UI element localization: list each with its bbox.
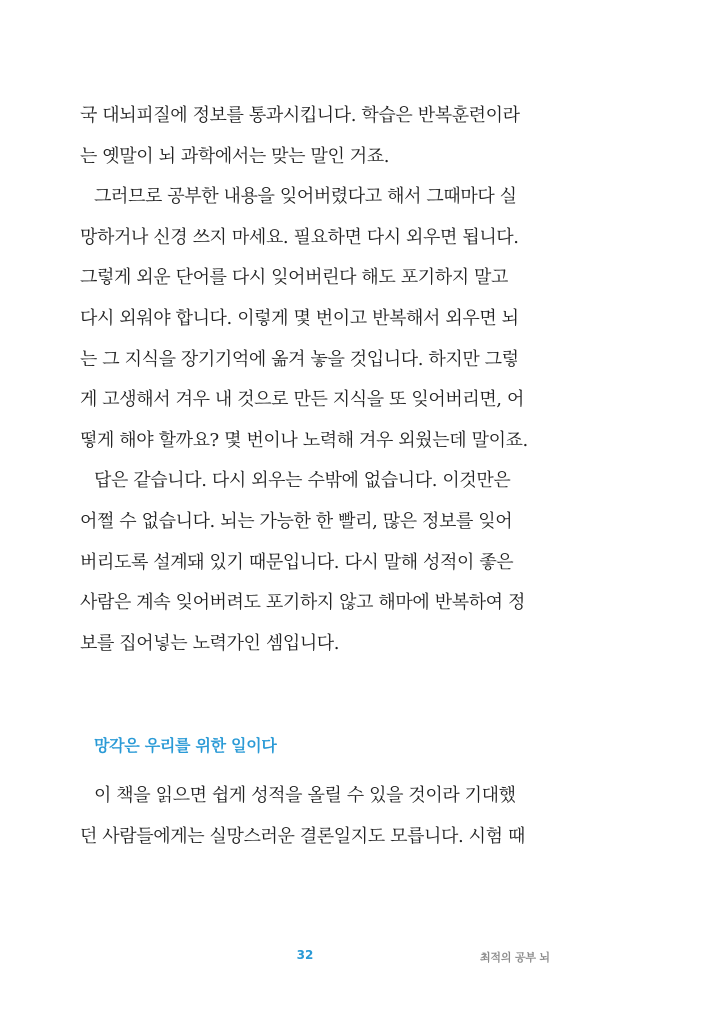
running-footer-title: 최적의 공부 뇌 xyxy=(480,951,550,964)
body-paragraphs xyxy=(80,96,535,664)
body-line: 국 대뇌피질에 정보를 통과시킵니다. 학습은 반복훈련이라 xyxy=(80,105,520,126)
section-heading: 망각은 우리를 위한 일이다 xyxy=(94,736,277,755)
body-line: 는 그 지식을 장기기억에 옮겨 놓을 것입니다. 하지만 그렇 xyxy=(80,348,519,370)
body-line: 보를 집어넣는 노력가인 셈입니다. xyxy=(80,632,340,654)
body-line: 던 사람들에게는 실망스러운 결론일지도 모릅니다. 시험 때 xyxy=(80,825,525,847)
body-line: 버리도록 설계돼 있기 때문입니다. 다시 말해 성적이 좋은 xyxy=(80,551,514,573)
page-number: 32 xyxy=(296,948,314,962)
body-line: 이 책을 읽으면 쉽게 성적을 올릴 수 있을 것이라 기대했 xyxy=(94,785,516,806)
body-line: 는 옛말이 뇌 과학에서는 맞는 말인 거죠. xyxy=(80,145,390,167)
body-line: 사람은 계속 잊어버려도 포기하지 않고 해마에 반복하여 정 xyxy=(80,592,525,614)
body-line: 다시 외워야 합니다. 이렇게 몇 번이고 반복해서 외우면 뇌 xyxy=(80,307,519,329)
body-line: 어쩔 수 없습니다. 뇌는 가능한 한 빨리, 많은 정보를 잊어 xyxy=(80,510,513,532)
section-paragraph xyxy=(80,776,535,857)
body-line: 그러므로 공부한 내용을 잊어버렸다고 해서 그때마다 실 xyxy=(94,186,517,208)
body-line: 떻게 해야 할까요? 몇 번이나 노력해 겨우 외웠는데 말이죠. xyxy=(80,429,528,451)
body-line: 그렇게 외운 단어를 다시 잊어버린다 해도 포기하지 말고 xyxy=(80,267,508,289)
body-line: 게 고생해서 겨우 내 것으로 만든 지식을 또 잊어버리면, 어 xyxy=(80,389,524,411)
body-line: 망하거나 신경 쓰지 마세요. 필요하면 다시 외우면 됩니다. xyxy=(80,226,519,248)
body-line: 답은 같습니다. 다시 외우는 수밖에 없습니다. 이것만은 xyxy=(94,470,511,492)
